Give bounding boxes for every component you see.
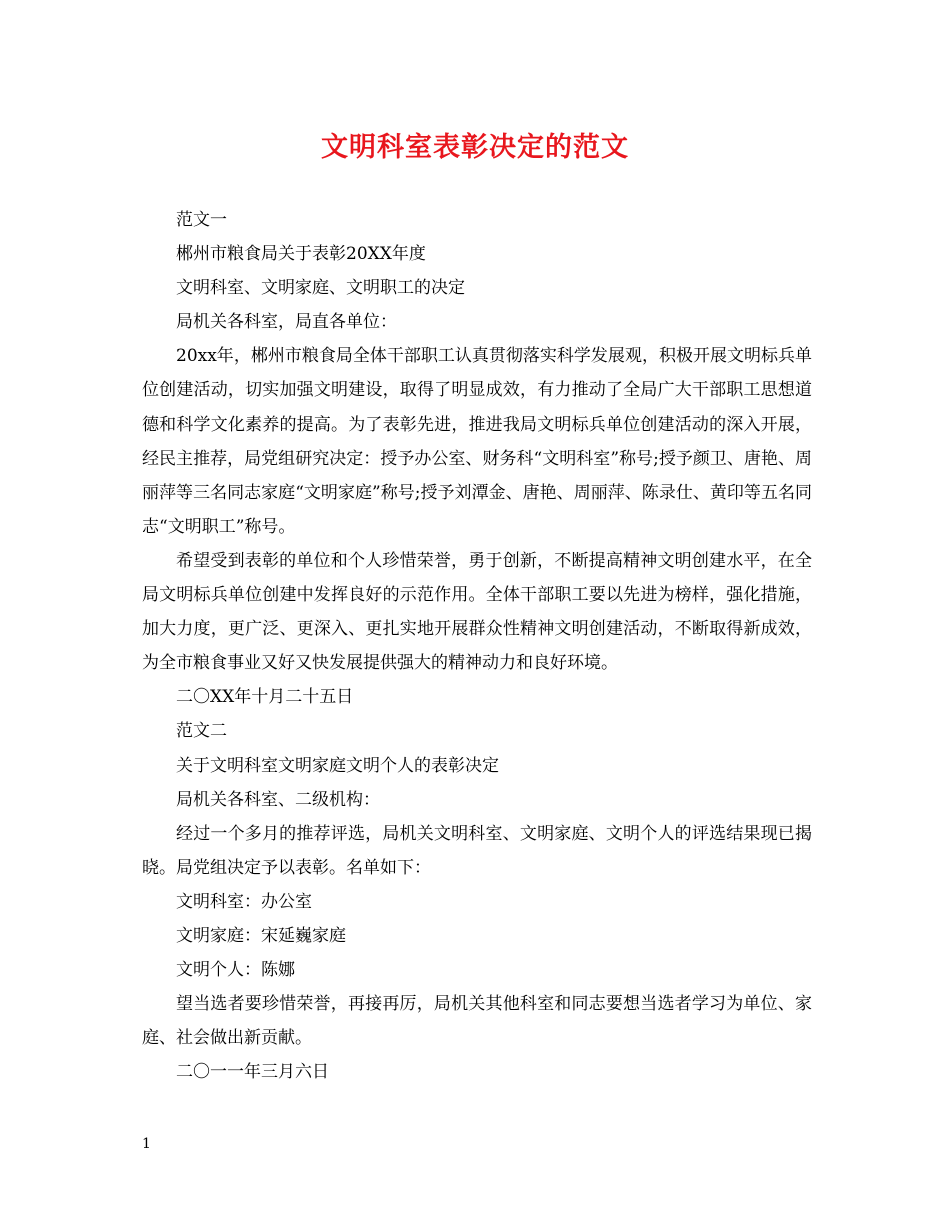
paragraph-body-1: 20xx年，郴州市粮食局全体干部职工认真贯彻落实科学发展观，积极开展文明标兵单位创建活动，切实加强文明建设，取得了明显成效，有力推动了全局广大干部职工思想道德和科学文化素养的提高。为了表彰先进，推进我局文明标兵单位创建活动的深入开展，经民主推荐，局党组研究决定：授予办公室、财务科“文明科室”称号;授予颜卫、唐艳、周丽萍等三名同志家庭“文明家庭”称号;授予刘潭金、唐艳、周丽萍、陈录仕、黄印等五名同志“文明职工”称号。 [142, 346, 812, 537]
paragraph-body-3: 经过一个多月的推荐评选，局机关文明科室、文明家庭、文明个人的评选结果现已揭晓。局党组决定予以表彰。名单如下： [142, 823, 812, 878]
paragraph-list-civilized-family: 文明家庭：宋延巍家庭 [176, 925, 346, 946]
paragraph-notice-title-line-1: 郴州市粮食局关于表彰20XX年度 [176, 244, 426, 265]
paragraph-date-2: 二〇一一年三月六日 [176, 1062, 329, 1083]
document-body [142, 203, 812, 1089]
paragraph-heading-sample-one: 范文一 [176, 210, 227, 230]
paragraph-addressee-2: 局机关各科室、二级机构： [176, 789, 380, 810]
paragraph-list-civilized-individual: 文明个人：陈娜 [176, 960, 295, 981]
paragraph-body-2: 希望受到表彰的单位和个人珍惜荣誉，勇于创新，不断提高精神文明创建水平，在全局文明标兵单位创建中发挥良好的示范作用。全体干部职工要以先进为榜样，强化措施，加大力度，更广泛、更深入、更扎实地开展群众性精神文明创建活动，不断取得新成效，为全市粮食事业又好又快发展提供强大的精神动力和良好环境。 [142, 550, 812, 674]
paragraph-body-4: 望当选者要珍惜荣誉，再接再厉，局机关其他科室和同志要想当选者学习为单位、家庭、社会做出新贡献。 [142, 994, 812, 1049]
paragraph-notice-title-line-2: 文明科室、文明家庭、文明职工的决定 [176, 278, 465, 299]
page-number: 1 [142, 1136, 151, 1152]
paragraph-notice-title-2: 关于文明科室文明家庭文明个人的表彰决定 [176, 755, 499, 776]
paragraph-addressee-1: 局机关各科室，局直各单位： [176, 312, 397, 333]
paragraph-list-civilized-office: 文明科室：办公室 [176, 891, 312, 912]
paragraph-date-1: 二〇XX年十月二十五日 [176, 687, 354, 708]
document-title: 文明科室表彰决定的范文 [321, 132, 629, 163]
paragraph-heading-sample-two: 范文二 [176, 721, 227, 742]
